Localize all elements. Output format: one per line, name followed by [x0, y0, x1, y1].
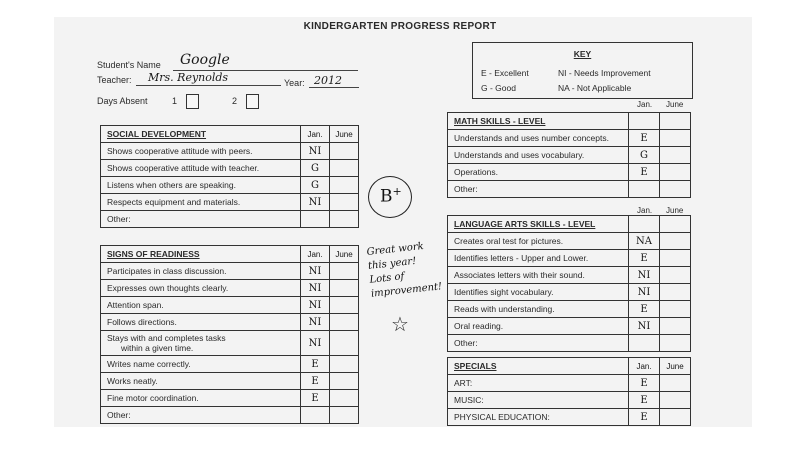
jan-mark	[301, 407, 330, 424]
math-june-header: June	[666, 100, 684, 109]
june-mark	[330, 314, 359, 331]
teacher-value: Mrs. Reynolds	[148, 71, 229, 84]
june-mark	[330, 331, 359, 356]
jan-mark: E	[629, 301, 660, 318]
teacher-comment: Great work this year! Lots of improvement!	[366, 241, 443, 300]
table-row	[101, 211, 359, 228]
grade-letter: B	[380, 186, 393, 207]
jan-mark: NI	[629, 318, 660, 335]
absent-period-2-box[interactable]	[246, 94, 259, 109]
june-column-header: June	[660, 358, 691, 375]
june-mark	[660, 233, 691, 250]
table-row	[101, 160, 359, 177]
key-item: E - Excellent	[481, 68, 529, 78]
june-mark	[660, 375, 691, 392]
table-row	[448, 409, 691, 426]
table-row	[448, 181, 691, 198]
jan-mark: E	[629, 250, 660, 267]
row-label: Shows cooperative attitude with teacher.	[101, 160, 301, 177]
june-mark	[330, 143, 359, 160]
grade-plus: +	[392, 185, 402, 198]
math-heading: MATH SKILLS - LEVEL	[448, 113, 629, 130]
row-label: Attention span.	[101, 297, 301, 314]
row-label: Other:	[101, 407, 301, 424]
signs-of-readiness-table	[100, 245, 359, 424]
math-jan-header: Jan.	[637, 100, 653, 109]
table-row	[101, 331, 359, 356]
jan-mark	[301, 211, 330, 228]
jan-mark	[629, 335, 660, 352]
language-arts-table	[447, 215, 691, 352]
june-mark	[330, 194, 359, 211]
key-item: G - Good	[481, 83, 516, 93]
jan-mark: NI	[301, 297, 330, 314]
june-mark	[660, 284, 691, 301]
june-mark	[660, 335, 691, 352]
jan-mark: G	[629, 147, 660, 164]
table-row	[448, 301, 691, 318]
jan-mark: NI	[301, 194, 330, 211]
jan-mark: G	[301, 160, 330, 177]
row-label: Follows directions.	[101, 314, 301, 331]
social-development-table	[100, 125, 359, 228]
june-mark	[330, 211, 359, 228]
row-label: Listens when others are speaking.	[101, 177, 301, 194]
absent-period-2-label: 2	[232, 96, 238, 106]
table-row	[448, 375, 691, 392]
row-label: Writes name correctly.	[101, 356, 301, 373]
row-label: Understands and uses number concepts.	[448, 130, 629, 147]
june-mark	[330, 177, 359, 194]
table-row	[448, 318, 691, 335]
june-mark	[660, 181, 691, 198]
june-column-header: June	[330, 246, 359, 263]
student-name-value: Google	[180, 52, 230, 68]
jan-column-header: Jan.	[301, 126, 330, 143]
june-mark	[660, 409, 691, 426]
row-label: Understands and uses vocabulary.	[448, 147, 629, 164]
table-row	[448, 267, 691, 284]
row-label: Fine motor coordination.	[101, 390, 301, 407]
june-mark	[330, 263, 359, 280]
table-row	[101, 280, 359, 297]
row-label: Other:	[101, 211, 301, 228]
row-label-line-2: within a given time.	[121, 343, 194, 353]
teacher-label: Teacher:	[97, 75, 132, 85]
readiness-heading: SIGNS OF READINESS	[101, 246, 301, 263]
specials-heading: SPECIALS	[448, 358, 629, 375]
table-row	[448, 164, 691, 181]
jan-mark: NI	[629, 284, 660, 301]
language-heading: LANGUAGE ARTS SKILLS - LEVEL	[448, 216, 629, 233]
jan-mark: NI	[629, 267, 660, 284]
row-label: Other:	[448, 181, 629, 198]
june-mark	[330, 407, 359, 424]
table-row	[101, 143, 359, 160]
teacher-line	[136, 85, 281, 86]
table-row	[448, 233, 691, 250]
row-label: Participates in class discussion.	[101, 263, 301, 280]
absent-period-1-label: 1	[172, 96, 178, 106]
jan-mark: NA	[629, 233, 660, 250]
jan-mark: E	[301, 373, 330, 390]
table-row	[448, 392, 691, 409]
june-mark	[660, 392, 691, 409]
jan-mark: NI	[301, 280, 330, 297]
row-label: MUSIC:	[448, 392, 629, 409]
table-row	[101, 390, 359, 407]
table-row	[448, 335, 691, 352]
row-label: Reads with understanding.	[448, 301, 629, 318]
row-label: Shows cooperative attitude with peers.	[101, 143, 301, 160]
row-label: Oral reading.	[448, 318, 629, 335]
jan-mark: E	[629, 392, 660, 409]
year-value: 2012	[314, 74, 342, 87]
table-row	[448, 250, 691, 267]
june-mark	[330, 390, 359, 407]
table-row	[448, 147, 691, 164]
row-label: Identifies letters - Upper and Lower.	[448, 250, 629, 267]
table-row	[448, 130, 691, 147]
year-line	[309, 87, 359, 88]
jan-mark: E	[629, 164, 660, 181]
row-label: PHYSICAL EDUCATION:	[448, 409, 629, 426]
table-row	[101, 356, 359, 373]
table-row	[101, 177, 359, 194]
table-row	[101, 297, 359, 314]
row-label: Associates letters with their sound.	[448, 267, 629, 284]
jan-mark: E	[301, 390, 330, 407]
jan-mark: E	[629, 130, 660, 147]
jan-mark: NI	[301, 331, 330, 356]
table-row	[101, 263, 359, 280]
june-mark	[330, 356, 359, 373]
math-skills-table	[447, 112, 691, 198]
jan-mark: NI	[301, 143, 330, 160]
row-label: Expresses own thoughts clearly.	[101, 280, 301, 297]
key-title: KEY	[573, 49, 592, 59]
june-mark	[660, 164, 691, 181]
absent-period-1-box[interactable]	[186, 94, 199, 109]
table-row	[101, 314, 359, 331]
row-label-line-1: Stays with and completes tasks	[107, 333, 226, 343]
june-mark	[660, 301, 691, 318]
table-row	[101, 194, 359, 211]
key-item: NA - Not Applicable	[558, 83, 632, 93]
table-row	[101, 373, 359, 390]
jan-column-header: Jan.	[301, 246, 330, 263]
june-mark	[660, 250, 691, 267]
row-label: Creates oral test for pictures.	[448, 233, 629, 250]
row-label: Identifies sight vocabulary.	[448, 284, 629, 301]
jan-mark	[629, 181, 660, 198]
june-mark	[330, 160, 359, 177]
grade-circle	[368, 176, 414, 220]
row-label: Other:	[448, 335, 629, 352]
table-row	[101, 407, 359, 424]
row-label: Respects equipment and materials.	[101, 194, 301, 211]
june-mark	[660, 147, 691, 164]
june-mark	[330, 373, 359, 390]
days-absent-label: Days Absent	[97, 96, 148, 106]
jan-mark: E	[629, 409, 660, 426]
table-row	[448, 284, 691, 301]
june-mark	[330, 297, 359, 314]
key-item: NI - Needs Improvement	[558, 68, 651, 78]
report-title: KINDERGARTEN PROGRESS REPORT	[303, 21, 497, 32]
star-icon: ☆	[391, 314, 409, 336]
jan-mark: G	[301, 177, 330, 194]
jan-mark: E	[301, 356, 330, 373]
jan-column-header: Jan.	[629, 358, 660, 375]
row-label: Works neatly.	[101, 373, 301, 390]
specials-table	[447, 357, 691, 426]
language-june-header: June	[666, 206, 684, 215]
jan-mark: NI	[301, 263, 330, 280]
language-jan-header: Jan.	[637, 206, 653, 215]
june-column-header: June	[330, 126, 359, 143]
social-heading: SOCIAL DEVELOPMENT	[101, 126, 301, 143]
jan-mark: NI	[301, 314, 330, 331]
year-label: Year:	[284, 78, 305, 88]
june-mark	[660, 318, 691, 335]
june-mark	[660, 130, 691, 147]
row-label: Operations.	[448, 164, 629, 181]
june-mark	[330, 280, 359, 297]
jan-mark: E	[629, 375, 660, 392]
grading-key	[472, 42, 693, 99]
june-mark	[660, 267, 691, 284]
row-label: ART:	[448, 375, 629, 392]
row-label	[101, 331, 301, 356]
student-name-label: Student's Name	[97, 60, 161, 70]
